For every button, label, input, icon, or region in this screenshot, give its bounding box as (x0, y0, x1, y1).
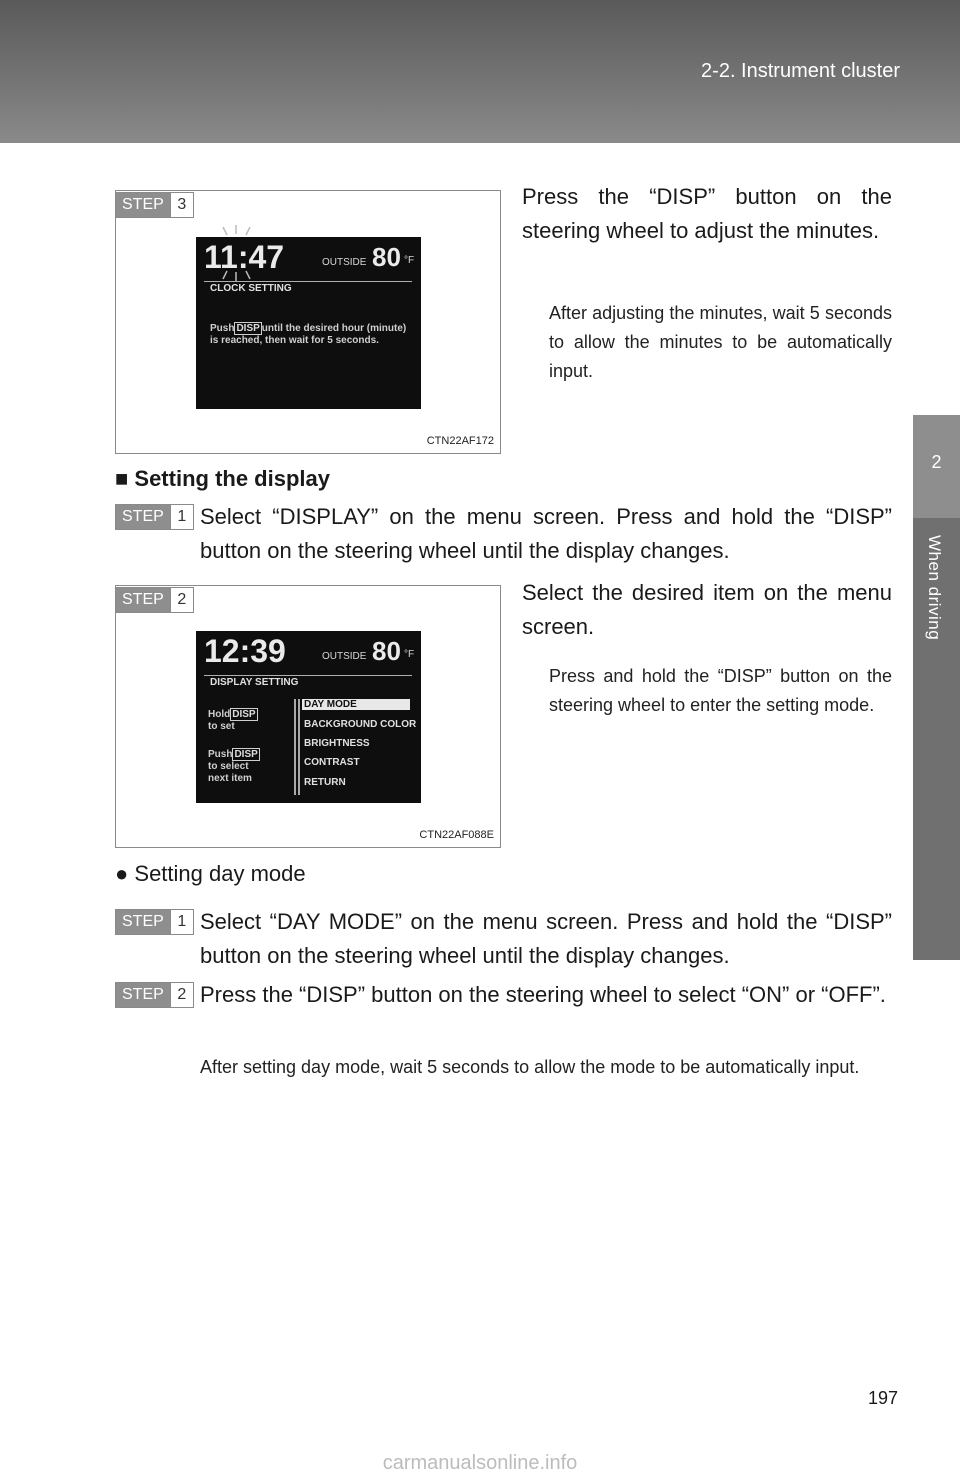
chapter-label: When driving (925, 535, 944, 641)
outside-label: OUTSIDE (322, 651, 367, 662)
clock-time: 11:47 (204, 239, 285, 275)
step3-text: Press the “DISP” button on the steering wheel to adjust the minutes. (522, 184, 892, 243)
screen-divider (204, 675, 412, 676)
outside-temp: 80 (372, 242, 401, 272)
temp-unit: °F (404, 649, 415, 660)
step-badge: STEP 2 (115, 587, 194, 613)
page-number: 197 (867, 1388, 898, 1408)
section-title: 2-2. Instrument cluster (701, 60, 900, 82)
step-badge: STEP 3 (115, 192, 194, 218)
menu-item-contrast: CONTRAST (304, 757, 360, 768)
section-heading: ■ Setting the display (115, 466, 330, 491)
figure-code: CTN22AF172 (426, 435, 494, 447)
figure-display-setting (115, 585, 501, 848)
figure-clock-setting (115, 190, 501, 454)
menu-item-return: RETURN (304, 777, 346, 788)
day-mode-step2-text: Press the “DISP” button on the steering wheel to select “ON” or “OFF”. (200, 982, 886, 1007)
outside-label: OUTSIDE (322, 257, 367, 268)
screen-heading: CLOCK SETTING (210, 283, 292, 294)
subheading-day-mode: ● Setting day mode (115, 861, 306, 886)
step2-note: Press and hold the “DISP” button on the steering wheel to enter the setting mode. (549, 666, 892, 715)
screen-message: Push DISP until the desired hour (minute) is reached, then wait for 5 seconds. (210, 323, 407, 346)
push-instruction: Push DISP to select next item (208, 749, 258, 784)
menu-scroll-indicator-icon (292, 697, 304, 797)
day-mode-step1-text: Select “DAY MODE” on the menu screen. Press and hold the “DISP” button on the steering wheel until the display changes. (200, 909, 892, 968)
hold-instruction: Hold DISP to set (208, 709, 256, 732)
figure-code: CTN22AF088E (419, 829, 494, 841)
step-badge: STEP 1 (115, 504, 194, 530)
outside-temp: 80 (372, 636, 401, 666)
step2-text: Select the desired item on the menu screen. (522, 580, 892, 639)
page-header (0, 0, 960, 143)
temp-unit: °F (404, 255, 415, 266)
day-mode-note: After setting day mode, wait 5 seconds to allow the mode to be automatically input. (200, 1057, 860, 1077)
step-badge: STEP 2 (115, 982, 194, 1008)
footer-watermark: carmanualsonline.info (382, 1452, 578, 1474)
display-screen (196, 237, 421, 409)
step1-text: Select “DISPLAY” on the menu screen. Press and hold the “DISP” button on the steering wheel until the display changes. (200, 504, 892, 563)
step3-note: After adjusting the minutes, wait 5 seconds to allow the minutes to be automatically input. (549, 303, 892, 381)
step-badge: STEP 1 (115, 909, 194, 935)
menu-item-background-color: BACKGROUND COLOR (304, 719, 417, 730)
menu-item-brightness: BRIGHTNESS (304, 738, 370, 749)
menu-item-day-mode: DAY MODE (302, 699, 410, 710)
display-screen (196, 631, 421, 803)
screen-divider (204, 281, 412, 282)
chapter-number: 2 (931, 452, 942, 472)
screen-heading: DISPLAY SETTING (210, 677, 299, 688)
clock-time: 12:39 (204, 633, 286, 669)
